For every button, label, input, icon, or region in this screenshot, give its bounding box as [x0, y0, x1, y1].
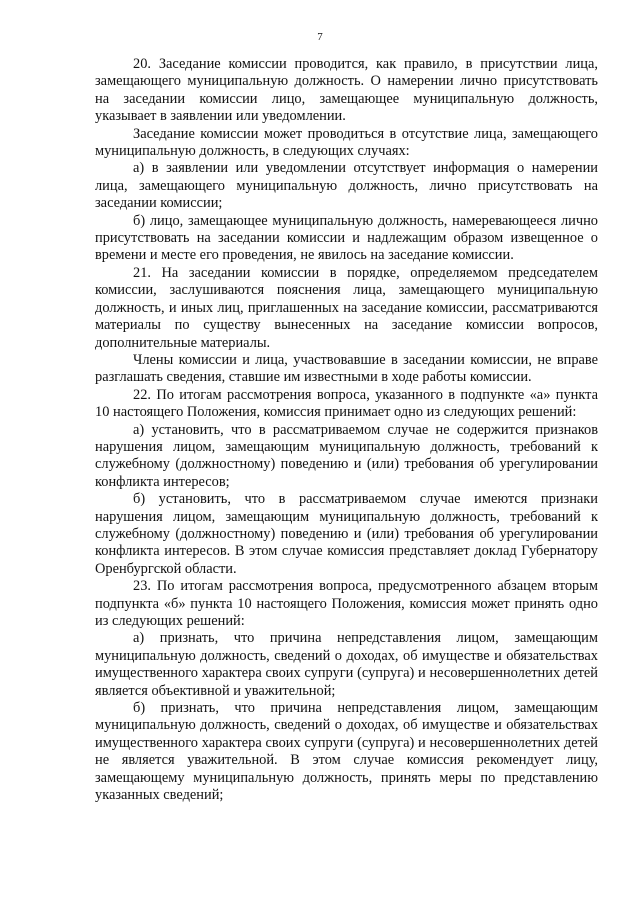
paragraph-21-confidentiality: Члены комиссии и лица, участвовавшие в заседании комиссии, не вправе разглашать сведения, ставшие им известными в ходе работы комиссии. [95, 351, 598, 386]
paragraph-21: 21. На заседании комиссии в порядке, определяемом председателем комиссии, заслушиваются пояснения лица, замещающего муниципальную должность, и иных лиц, приглашенных на заседание комиссии, рассматриваются материалы по существу вынесенных на заседание комиссии вопросов, дополнительные материалы. [95, 264, 598, 351]
paragraph-23: 23. По итогам рассмотрения вопроса, предусмотренного абзацем вторым подпункта «б» пункта 10 настоящего Положения, комиссия может принять одно из следующих решений: [95, 578, 598, 629]
page-number: 7 [317, 31, 323, 43]
paragraph-absence-cases: Заседание комиссии может проводиться в отсутствие лица, замещающего муниципальную должность, в следующих случаях: [95, 125, 598, 160]
paragraph-22: 22. По итогам рассмотрения вопроса, указанного в подпункте «а» пункта 10 настоящего Положения, комиссия принимает одно из следующих решений: [95, 386, 598, 421]
paragraph-22-a: а) установить, что в рассматриваемом случае не содержится признаков нарушения лицом, замещающим муниципальную должность, требований к служебному (должностному) поведению и (или) требования об урегулировании конфликта интересов; [95, 421, 598, 490]
paragraph-20-a: а) в заявлении или уведомлении отсутствует информация о намерении лица, замещающего муниципальную должность, лично присутствовать на заседании комиссии; [95, 160, 598, 212]
paragraph-23-b: б) признать, что причина непредставления лицом, замещающим муниципальную должность, сведений о доходах, об имуществе и обязательствах имущественного характера своих супруги (супруга) и несовершеннолетних детей не является уважительной. В этом случае комиссия рекомендует лицу, замещающему муниципальную должность, принять меры по представлению указанных сведений; [95, 700, 598, 804]
paragraph-20: 20. Заседание комиссии проводится, как правило, в присутствии лица, замещающего муниципальную должность. О намерении лично присутствовать на заседании комиссии лицо, замещающее муниципальную должность, указывает в заявлении или уведомлении. [95, 56, 598, 125]
paragraph-20-b: б) лицо, замещающее муниципальную должность, намеревающееся лично присутствовать на заседании комиссии и надлежащим образом извещенное о времени и месте его проведения, не явилось на заседание комиссии. [95, 212, 598, 264]
document-body [95, 56, 598, 804]
paragraph-22-b: б) установить, что в рассматриваемом случае имеются признаки нарушения лицом, замещающим муниципальную должность, требований к служебному (должностному) поведению и (или) требования об урегулировании конфликта интересов. В этом случае комиссия представляет доклад Губернатору Оренбургской области. [95, 491, 598, 577]
paragraph-23-a: а) признать, что причина непредставления лицом, замещающим муниципальную должность, сведений о доходах, об имуществе и обязательствах имущественного характера своих супруги (супруга) и несовершеннолетних детей является объективной и уважительной; [95, 630, 598, 699]
